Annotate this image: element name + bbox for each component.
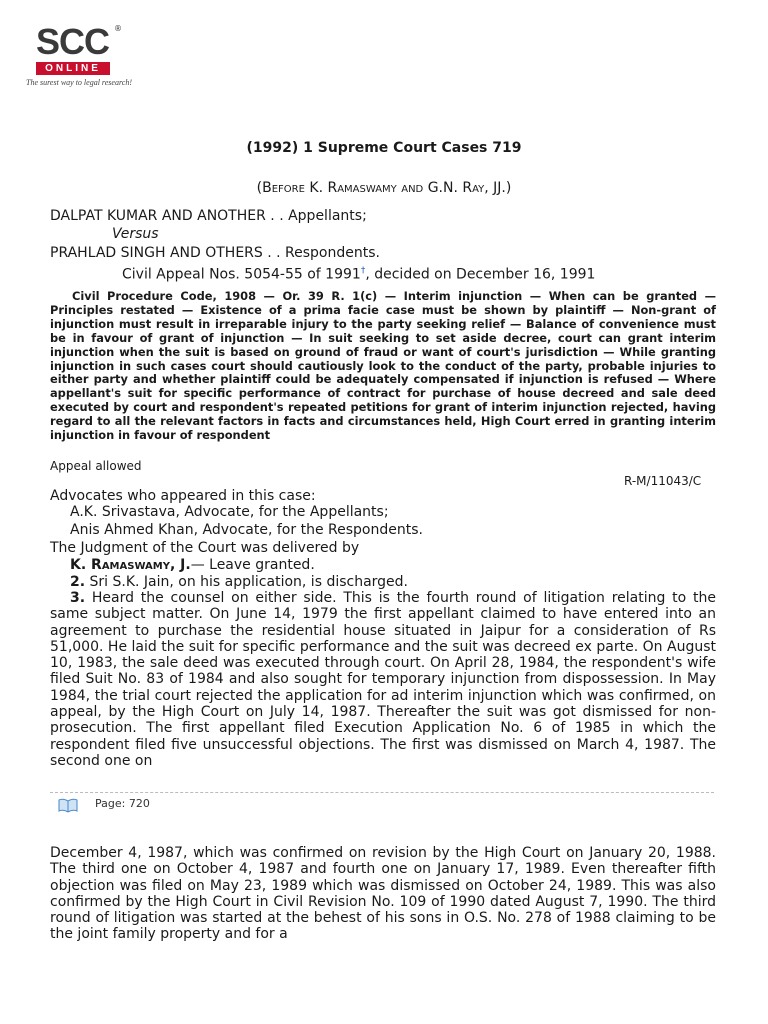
open-book-icon (58, 797, 78, 813)
result-line: Appeal allowed (50, 459, 142, 473)
delivered-by-line: The Judgment of the Court was delivered by (50, 540, 360, 556)
paragraph-3-number: 3. (70, 590, 86, 606)
headnote: Civil Procedure Code, 1908 — Or. 39 R. 1(c) — Interim injunction — When can be granted — Principles restated — Existence of a prima facie case must be shown by plaintiff — Non-grant of injunction must result in irreparable injury to the party seeking relief — Balance of convenience must be in favour of grant of injunction — In suit seeking to set aside decree, court can grant interim injunction when the suit is based on ground of fraud or want of court's jurisdiction — While granting injunction in such cases court should cautiously look to the conduct of the party, probable injuries to either party and whether plaintiff could be adequately compensated if injunction is refused — Where appellant's suit for specific performance of contract for purchase of house decreed and sale deed executed by court and respondent's repeated petitions for grant of interim injunction rejected, having regard to all the relevant factors in facts and circumstances held, High Court erred in granting interim injunction in favour of respondent (50, 289, 716, 443)
advocate-respondents: Anis Ahmed Khan, Advocate, for the Respondents. (70, 522, 423, 538)
page-number-label: Page: 720 (95, 797, 150, 810)
case-citation: (1992) 1 Supreme Court Cases 719 (246, 140, 522, 156)
versus-line: Versus (112, 226, 159, 242)
judge-line (70, 556, 315, 574)
logo-tagline: The surest way to legal research! (26, 78, 132, 87)
reference-code: R-M/11043/C (624, 474, 702, 488)
decision-date: , decided on December 16, 1991 (365, 266, 596, 283)
paragraph-3-text: Heard the counsel on either side. This is the fourth round of litigation relating to the same subject matter. On June 14, 1979 the first appellant claimed to have entered into an agreement to purchase the residential house situated in Jaipur for a consideration of Rs 51,000. He laid the suit for specific performance and the suit was decreed ex parte. On August 10, 1983, the sale deed was executed through court. On April 28, 1984, the respondent's wife filed Suit No. 83 of 1984 and also sought for temporary injunction from dispossession. In May 1984, the trial court rejected the application for ad interim injunction which was confirmed, on appeal, by the High Court on July 14, 1987. Thereafter the suit was got dismissed for non-prosecution. The first appellant filed Execution Application No. 6 of 1985 in which the respondent filed five unsuccessful objections. The first was dismissed on March 4, 1987. The second one on (50, 590, 716, 769)
paragraph-3 (50, 590, 716, 769)
logo-online-bar: ONLINE (36, 62, 110, 75)
paragraph-2 (70, 573, 408, 591)
logo-brand: SCC (36, 21, 110, 62)
paragraph-2-number: 2. (70, 574, 86, 590)
logo-registered-mark: ® (114, 24, 122, 33)
continuation-text: December 4, 1987, which was confirmed on revision by the High Court on January 20, 1988. The third one on October 4, 1987 and fourth one on January 17, 1989. Even thereafter fifth objection was filed on May 23, 1989 which was dismissed on October 24, 1989. This was also confirmed by the High Court in Civil Revision No. 109 of 1990 dated August 7, 1990. The third round of litigation was started at the behest of his sons in O.S. No. 278 of 1988 claiming to be the joint family property and for a (50, 845, 716, 943)
case-number-line (122, 262, 595, 284)
bench-open: ( (256, 180, 263, 196)
page-divider (50, 792, 714, 793)
judge-name: K. Ramaswamy, J. (70, 557, 191, 573)
footnote-link[interactable]: † (360, 266, 366, 276)
case-number: Civil Appeal Nos. 5054-55 of 1991 (122, 266, 361, 283)
bench-close: , JJ.) (484, 180, 512, 196)
bench-judges: Before K. Ramaswamy and G.N. Ray (262, 180, 485, 196)
advocate-appellants: A.K. Srivastava, Advocate, for the Appellants; (70, 504, 389, 520)
judge-text: — Leave granted. (190, 557, 315, 573)
bench-line (0, 180, 768, 196)
appellants-line: DALPAT KUMAR AND ANOTHER . . Appellants; (50, 208, 367, 224)
respondents-line: PRAHLAD SINGH AND OTHERS . . Respondents. (50, 245, 380, 261)
paragraph-2-text: Sri S.K. Jain, on his application, is discharged. (85, 574, 409, 590)
scc-online-logo (26, 22, 146, 92)
advocates-heading: Advocates who appeared in this case: (50, 488, 316, 504)
